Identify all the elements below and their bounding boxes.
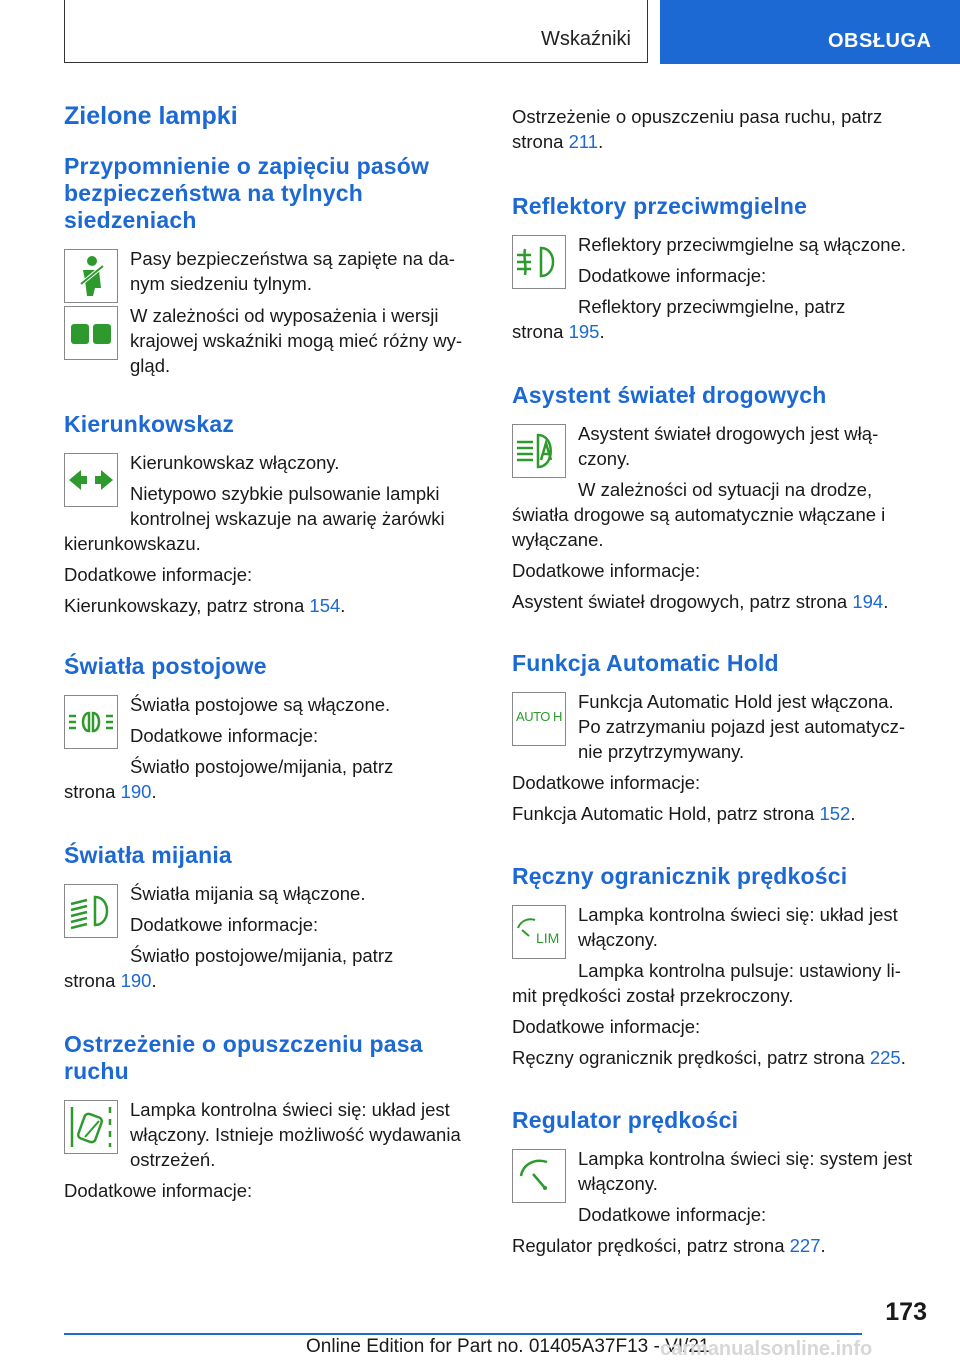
main-title: Zielone lampki bbox=[64, 102, 238, 130]
indicator-more: Dodatkowe informacje: bbox=[64, 564, 253, 585]
lowbeam-ref-line1: Światło postojowe/mijania, patrz bbox=[130, 945, 394, 966]
highbeam-page-link[interactable]: 194 bbox=[852, 591, 884, 612]
lowbeam-page-link[interactable]: 190 bbox=[120, 970, 152, 991]
lane-departure-icon bbox=[64, 1100, 118, 1154]
page-number: 173 bbox=[885, 1298, 927, 1326]
limiter-ref: Ręczny ogranicznik prędkości, patrz strona 225. bbox=[512, 1047, 906, 1068]
header-section-box bbox=[64, 0, 648, 63]
auto-hold-icon bbox=[512, 692, 566, 746]
cruise-entry bbox=[512, 1146, 922, 1258]
parking-page-link[interactable]: 190 bbox=[120, 781, 152, 802]
speed-limiter-icon bbox=[512, 905, 566, 959]
lowbeam-more: Dodatkowe informacje: bbox=[130, 914, 319, 935]
lane-page-link[interactable]: 211 bbox=[568, 131, 599, 152]
fog-lights-icon bbox=[512, 235, 566, 289]
cruise-ref: Regulator prędkości, patrz strona 227. bbox=[512, 1235, 826, 1256]
autohold-entry bbox=[512, 689, 922, 826]
limiter-page-link[interactable]: 225 bbox=[869, 1047, 901, 1068]
indicator-text-1: Kierunkowskaz włączony. bbox=[130, 452, 340, 473]
limiter-text-2a: Lampka kontrolna pulsuje: ustawiony li- bbox=[578, 960, 901, 981]
parking-ref-line1: Światło postojowe/mijania, patrz bbox=[130, 756, 394, 777]
lane-title: Ostrzeżenie o opuszczeniu pasa ruchu bbox=[64, 1031, 423, 1084]
seatbelt-alt-icon bbox=[64, 306, 118, 360]
svg-text:LIM: LIM bbox=[536, 930, 560, 946]
highbeam-ref: Asystent świateł drogowych, patrz strona 194. bbox=[512, 591, 889, 612]
chapter-tab[interactable] bbox=[660, 0, 960, 64]
autohold-text-1: Funkcja Automatic Hold jest włączona. Po zatrzymaniu pojazd jest automatycz- nie przytrzymywany. bbox=[578, 691, 905, 762]
seatbelt-entry bbox=[64, 246, 474, 376]
high-beam-assist-icon bbox=[512, 424, 566, 478]
seatbelt-text-2: W zależności od wyposażenia i wersji krajowej wskaźniki mogą mieć różny wy- gląd. bbox=[130, 305, 463, 376]
cruise-text-1: Lampka kontrolna świeci się: system jest włączony. bbox=[578, 1148, 913, 1194]
highbeam-entry bbox=[512, 421, 922, 614]
cruise-more: Dodatkowe informacje: bbox=[578, 1204, 767, 1225]
limiter-title: Ręczny ogranicznik prędkości bbox=[512, 863, 848, 889]
fog-ref-line1: Reflektory przeciwmgielne, patrz bbox=[578, 296, 846, 317]
indicator-entry bbox=[64, 450, 474, 618]
right-column bbox=[512, 104, 922, 1258]
lowbeam-ref: strona 190. bbox=[64, 970, 157, 991]
highbeam-text-2b: światła drogowe są automatycznie włączane i wyłączane. bbox=[512, 504, 886, 550]
lowbeam-entry bbox=[64, 881, 474, 993]
parking-title: Światła postojowe bbox=[64, 653, 267, 679]
limiter-entry bbox=[512, 902, 922, 1070]
highbeam-text-1: Asystent świateł drogowych jest włą- czony. bbox=[578, 423, 879, 469]
lowbeam-text-1: Światła mijania są włączone. bbox=[130, 883, 366, 904]
indicator-title: Kierunkowskaz bbox=[64, 411, 235, 437]
indicator-text-3: kierunkowskazu. bbox=[64, 533, 201, 554]
seatbelt-text-1: Pasy bezpieczeństwa są zapięte na da- nym siedzeniu tylnym. bbox=[130, 248, 455, 294]
lane-more: Dodatkowe informacje: bbox=[64, 1180, 253, 1201]
footer-edition: Online Edition for Part no. 01405A37F13 - VI/21 bbox=[306, 1336, 710, 1357]
autohold-title: Funkcja Automatic Hold bbox=[512, 650, 779, 676]
auto-hold-icon-text: AUTO H bbox=[516, 709, 562, 724]
footer-divider bbox=[64, 1333, 862, 1335]
low-beam-icon bbox=[64, 884, 118, 938]
cruise-title: Regulator prędkości bbox=[512, 1107, 739, 1133]
lane-entry bbox=[64, 1097, 474, 1203]
fog-entry bbox=[512, 232, 922, 344]
fog-title: Reflektory przeciwmgielne bbox=[512, 193, 808, 219]
lane-text-1: Lampka kontrolna świeci się: układ jest włączony. Istnieje możliwość wydawania ostrzeżeń. bbox=[130, 1099, 461, 1170]
watermark: carmanualsonline.info bbox=[660, 1338, 873, 1360]
left-column bbox=[64, 100, 474, 1203]
lowbeam-title: Światła mijania bbox=[64, 842, 232, 868]
fog-text-1: Reflektory przeciwmgielne są włączone. bbox=[578, 234, 906, 255]
indicator-ref: Kierunkowskazy, patrz strona 154. bbox=[64, 595, 346, 616]
limiter-text-1: Lampka kontrolna świeci się: układ jest włączony. bbox=[578, 904, 898, 950]
seatbelt-icon bbox=[64, 249, 118, 303]
fog-page-link[interactable]: 195 bbox=[568, 321, 600, 342]
fog-ref: strona 195. bbox=[512, 321, 605, 342]
parking-text-1: Światła postojowe są włączone. bbox=[130, 694, 391, 715]
parking-entry bbox=[64, 692, 474, 804]
autohold-ref: Funkcja Automatic Hold, patrz strona 152. bbox=[512, 803, 856, 824]
cruise-control-icon bbox=[512, 1149, 566, 1203]
highbeam-text-2a: W zależności od sytuacji na drodze, bbox=[578, 479, 873, 500]
parking-more: Dodatkowe informacje: bbox=[130, 725, 319, 746]
highbeam-more: Dodatkowe informacje: bbox=[512, 560, 701, 581]
limiter-text-2b: mit prędkości został przekroczony. bbox=[512, 985, 794, 1006]
parking-ref: strona 190. bbox=[64, 781, 157, 802]
autohold-more: Dodatkowe informacje: bbox=[512, 772, 701, 793]
indicator-page-link[interactable]: 154 bbox=[309, 595, 341, 616]
highbeam-title: Asystent świateł drogowych bbox=[512, 382, 827, 408]
parking-lights-icon bbox=[64, 695, 118, 749]
limiter-more: Dodatkowe informacje: bbox=[512, 1016, 701, 1037]
turn-signal-arrows-icon bbox=[64, 453, 118, 507]
seatbelt-title: Przypomnienie o zapięciu pasów bezpieczeństwa na tylnych siedzeniach bbox=[64, 153, 430, 233]
section-title: Wskaźniki bbox=[540, 28, 631, 50]
fog-more: Dodatkowe informacje: bbox=[578, 265, 767, 286]
indicator-text-2: Nietypowo szybkie pulsowanie lampki kontrolnej wskazuje na awarię żarówki bbox=[130, 483, 445, 529]
cruise-page-link[interactable]: 227 bbox=[789, 1235, 821, 1256]
chapter-tab-label: OBSŁUGA bbox=[828, 30, 932, 52]
autohold-page-link[interactable]: 152 bbox=[819, 803, 851, 824]
lane-cont: Ostrzeżenie o opuszczeniu pasa ruchu, patrz strona 211. bbox=[512, 106, 883, 152]
